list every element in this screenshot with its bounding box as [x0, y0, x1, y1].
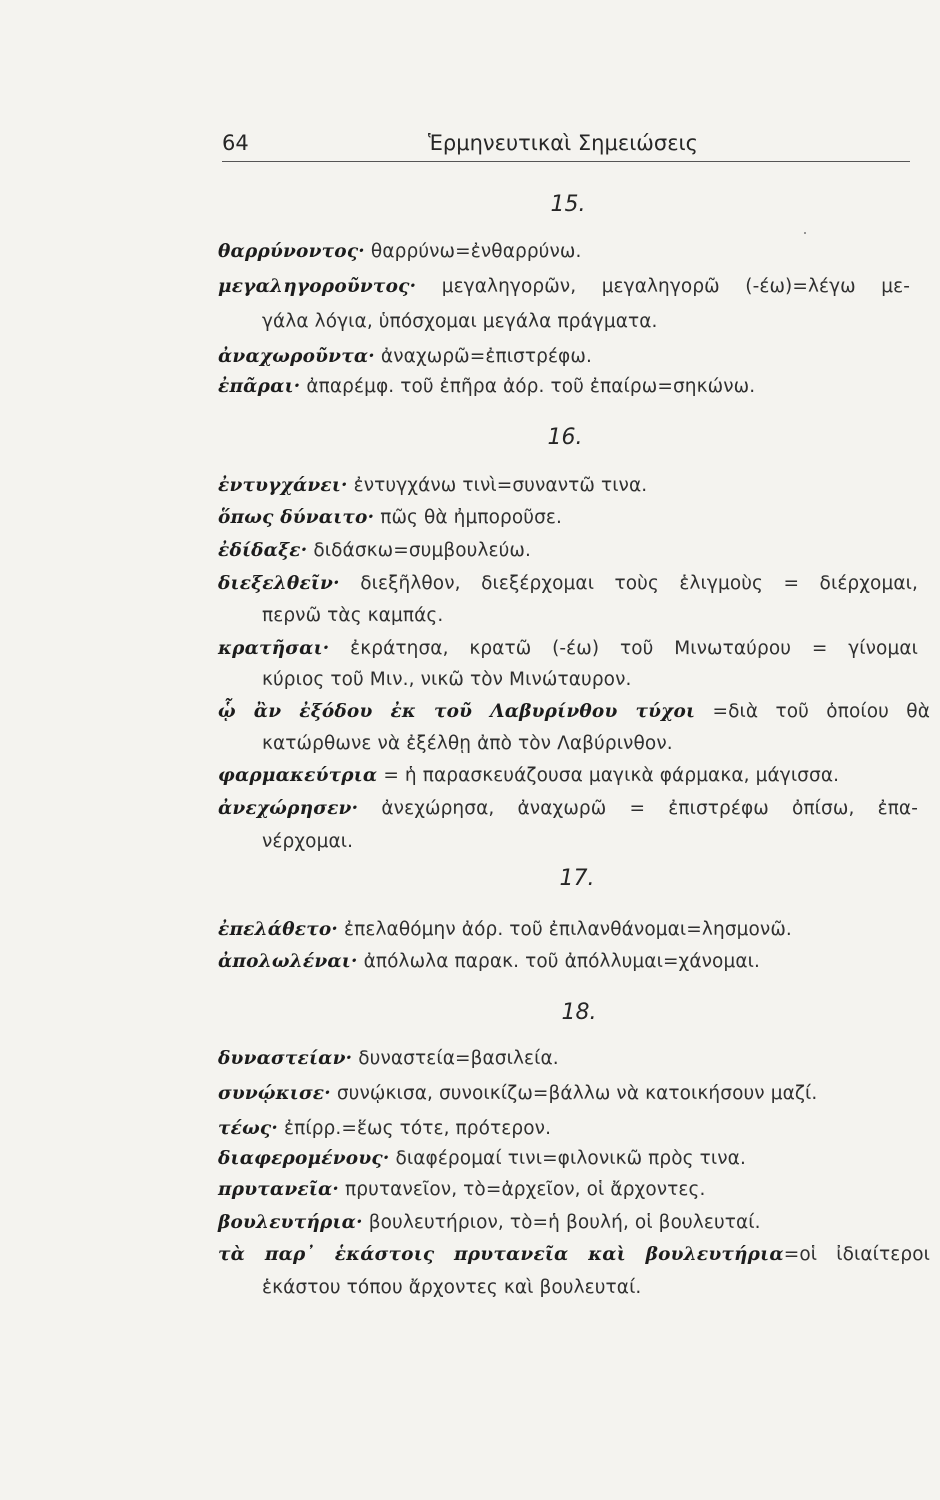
entry-line	[218, 1211, 761, 1235]
entry-line	[218, 1147, 746, 1171]
entry-line	[218, 240, 582, 264]
definition: διεξῆλθον, διεξέρχομαι τοὺς ἑλιγμοὺς = διέρχομαι,	[339, 573, 918, 594]
definition: πρυτανεῖον, τὸ=ἀρχεῖον, οἱ ἄρχοντες.	[339, 1179, 706, 1200]
entry-line	[218, 700, 930, 724]
entry-line	[218, 797, 918, 821]
definition: ἐπίρρ.=ἕως τότε, πρότερον.	[278, 1118, 552, 1139]
definition: ἀπόλωλα παρακ. τοῦ ἀπόλλυμαι=χάνομαι.	[357, 951, 760, 972]
headword: ἀπολωλέναι·	[218, 951, 358, 972]
headword: πρυτανεῖα·	[218, 1179, 340, 1200]
section-number-18: 18.	[561, 1000, 597, 1025]
entry-line	[218, 572, 918, 596]
headword: φαρμακεύτρια	[218, 765, 378, 786]
headword: ἐπελάθετο·	[218, 919, 339, 940]
headword: κρατῆσαι·	[218, 638, 330, 659]
entry-line	[218, 506, 562, 530]
headword: δυναστείαν·	[218, 1048, 353, 1069]
definition: ἀνεχώρησα, ἀναχωρῶ = ἐπιστρέφω ὀπίσω, ἐπα-	[358, 798, 918, 819]
definition-continuation: ἑκάστου τόπου ἄρχοντες καὶ βουλευταί.	[262, 1277, 642, 1298]
definition: διαφέρομαί τινι=φιλονικῶ πρὸς τινα.	[389, 1148, 746, 1169]
headword: ᾧ ἂν ἐξόδου ἐκ τοῦ Λαβυρίνθου τύχοι	[218, 701, 696, 722]
entry-line	[218, 918, 792, 942]
definition-continuation: γάλα λόγια, ὑπόσχομαι μεγάλα πράγματα.	[262, 311, 658, 332]
headword: ἐντυγχάνει·	[218, 475, 348, 496]
definition-continuation: περνῶ τὰς καμπάς.	[262, 605, 444, 626]
definition-continuation: κατώρθωνε νὰ ἐξέλθῃ ἀπὸ τὸν Λαβύρινθον.	[262, 733, 673, 754]
entry-line	[218, 1178, 705, 1202]
definition: =οἱ ἰδιαίτεροι	[783, 1244, 930, 1265]
definition: μεγαληγορῶν, μεγαληγορῶ (-έω)=λέγω με-	[416, 276, 910, 297]
definition: συνῴκισα, συνοικίζω=βάλλω νὰ κατοικήσουν μαζί.	[330, 1083, 818, 1104]
definition-continuation: νέρχομαι.	[262, 831, 354, 852]
definition: βουλευτήριον, τὸ=ἡ βουλή, οἱ βουλευταί.	[362, 1212, 761, 1233]
definition: δυναστεία=βασιλεία.	[352, 1048, 559, 1069]
entry-continuation	[262, 830, 353, 854]
definition-continuation: κύριος τοῦ Μιν., νικῶ τὸν Μινώταυρον.	[262, 669, 632, 690]
entry-line	[218, 950, 760, 974]
definition: θαρρύνω=ἐνθαρρύνω.	[364, 241, 582, 262]
definition: πῶς θὰ ἠμποροῦσε.	[374, 507, 563, 528]
headword: διεξελθεῖν·	[218, 573, 340, 594]
entry-line	[218, 275, 910, 299]
headword: τέως·	[218, 1118, 279, 1139]
headword: ὅπως δύναιτο·	[218, 507, 375, 528]
definition: διδάσκω=συμβουλεύω.	[307, 540, 532, 561]
definition: ἐντυγχάνω τινὶ=συναντῶ τινα.	[347, 475, 648, 496]
headword: ἀναχωροῦντα·	[218, 346, 375, 367]
entry-line	[218, 1047, 559, 1071]
entry-continuation	[262, 732, 673, 756]
definition: ἀναχωρῶ=ἐπιστρέφω.	[374, 346, 592, 367]
headword: θαρρύνοντος·	[218, 241, 365, 262]
headword: ἀνεχώρησεν·	[218, 798, 359, 819]
section-number-17: 17.	[559, 866, 595, 891]
entry-line	[218, 539, 531, 563]
definition: ἐπελαθόμην ἀόρ. τοῦ ἐπιλανθάνομαι=λησμονῶ.	[338, 919, 792, 940]
definition: ἐκράτησα, κρατῶ (-έω) τοῦ Μινωταύρου = γίνομαι	[329, 638, 918, 659]
headword: διαφερομένους·	[218, 1148, 390, 1169]
section-number-15: 15.	[550, 192, 586, 217]
entry-line	[218, 637, 918, 661]
entry-line	[218, 375, 755, 399]
speck-mark	[804, 232, 806, 234]
headword: βουλευτήρια·	[218, 1212, 363, 1233]
headword: συνῴκισε·	[218, 1083, 331, 1104]
headword: μεγαληγοροῦντος·	[218, 276, 417, 297]
definition: = ἡ παρασκευάζουσα μαγικὰ φάρμακα, μάγισσα.	[377, 765, 840, 786]
page-number: 64	[222, 131, 249, 155]
entry-line	[218, 1243, 930, 1267]
entry-continuation	[262, 310, 658, 334]
page-header	[222, 131, 910, 162]
entry-line	[218, 1082, 817, 1106]
definition: =διὰ τοῦ ὁποίου θὰ	[695, 701, 930, 722]
entry-line	[218, 474, 647, 498]
definition: ἀπαρέμφ. τοῦ ἐπῆρα ἀόρ. τοῦ ἐπαίρω=σηκώνω.	[300, 376, 756, 397]
headword: ἐπᾶραι·	[218, 376, 301, 397]
section-number-16: 16.	[547, 425, 583, 450]
headword: ἐδίδαξε·	[218, 540, 308, 561]
headword: τὰ παρ᾽ ἑκάστοις πρυτανεῖα καὶ βουλευτήρια	[218, 1244, 784, 1265]
entry-line	[218, 764, 839, 788]
running-head: Ἑρμηνευτικαὶ Σημειώσεις	[428, 131, 698, 155]
entry-continuation	[262, 604, 443, 628]
entry-continuation	[262, 1276, 641, 1300]
entry-line	[218, 345, 592, 369]
entry-continuation	[262, 668, 632, 692]
entry-line	[218, 1117, 551, 1141]
